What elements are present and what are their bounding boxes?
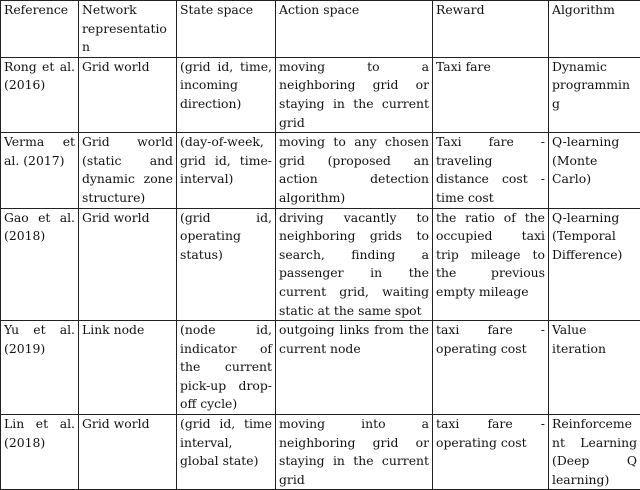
cell-state: (grid id, time, incoming direction) — [177, 57, 276, 132]
cell-algorithm: Reinforcement Learning (Deep Q learning) — [549, 415, 640, 490]
header-row — [1, 1, 640, 58]
cell-state: (node id, indicator of the current pick-up drop-off cycle) — [177, 321, 276, 415]
cell-reference: Verma et al. (2017) — [1, 133, 79, 208]
cell-action: outgoing links from the current node — [276, 321, 433, 415]
header-reference: Reference — [1, 1, 79, 58]
cell-reference: Rong et al. (2016) — [1, 57, 79, 132]
cell-reference: Gao et al. (2018) — [1, 208, 79, 321]
table-row — [1, 133, 640, 208]
cell-action: moving to a neighboring grid or staying in the current grid — [276, 57, 433, 132]
header-reward: Reward — [433, 1, 549, 58]
cell-reward: taxi fare - operating cost — [433, 415, 549, 490]
cell-network: Grid world (static and dynamic zone structure) — [79, 133, 177, 208]
cell-state: (grid id, operating status) — [177, 208, 276, 321]
header-algorithm: Algorithm — [549, 1, 640, 58]
table-row — [1, 57, 640, 132]
header-state: State space — [177, 1, 276, 58]
cell-network: Grid world — [79, 208, 177, 321]
cell-reference: Lin et al. (2018) — [1, 415, 79, 490]
cell-reward: Taxi fare - traveling distance cost - time cost — [433, 133, 549, 208]
table-row — [1, 208, 640, 321]
cell-reward: the ratio of the occupied taxi trip mileage to the previous empty mileage — [433, 208, 549, 321]
cell-network: Link node — [79, 321, 177, 415]
cell-action: moving to any chosen grid (proposed an action detection algorithm) — [276, 133, 433, 208]
cell-state: (day-of-week, grid id, time-interval) — [177, 133, 276, 208]
table-row — [1, 321, 640, 415]
cell-action: moving into a neighboring grid or staying in the current grid — [276, 415, 433, 490]
header-action: Action space — [276, 1, 433, 58]
cell-reward: taxi fare - operating cost — [433, 321, 549, 415]
cell-reward: Taxi fare — [433, 57, 549, 132]
cell-algorithm: Dynamic programming — [549, 57, 640, 132]
cell-algorithm: Q-learning (Monte Carlo) — [549, 133, 640, 208]
cell-algorithm: Value iteration — [549, 321, 640, 415]
cell-action: driving vacantly to neighboring grids to search, finding a passenger in the current grid, waiting static at the same spot — [276, 208, 433, 321]
cell-algorithm: Q-learning (Temporal Difference) — [549, 208, 640, 321]
cell-network: Grid world — [79, 57, 177, 132]
cell-network: Grid world — [79, 415, 177, 490]
table-row — [1, 415, 640, 490]
header-network: Network representation — [79, 1, 177, 58]
cell-reference: Yu et al. (2019) — [1, 321, 79, 415]
cell-state: (grid id, time interval, global state) — [177, 415, 276, 490]
